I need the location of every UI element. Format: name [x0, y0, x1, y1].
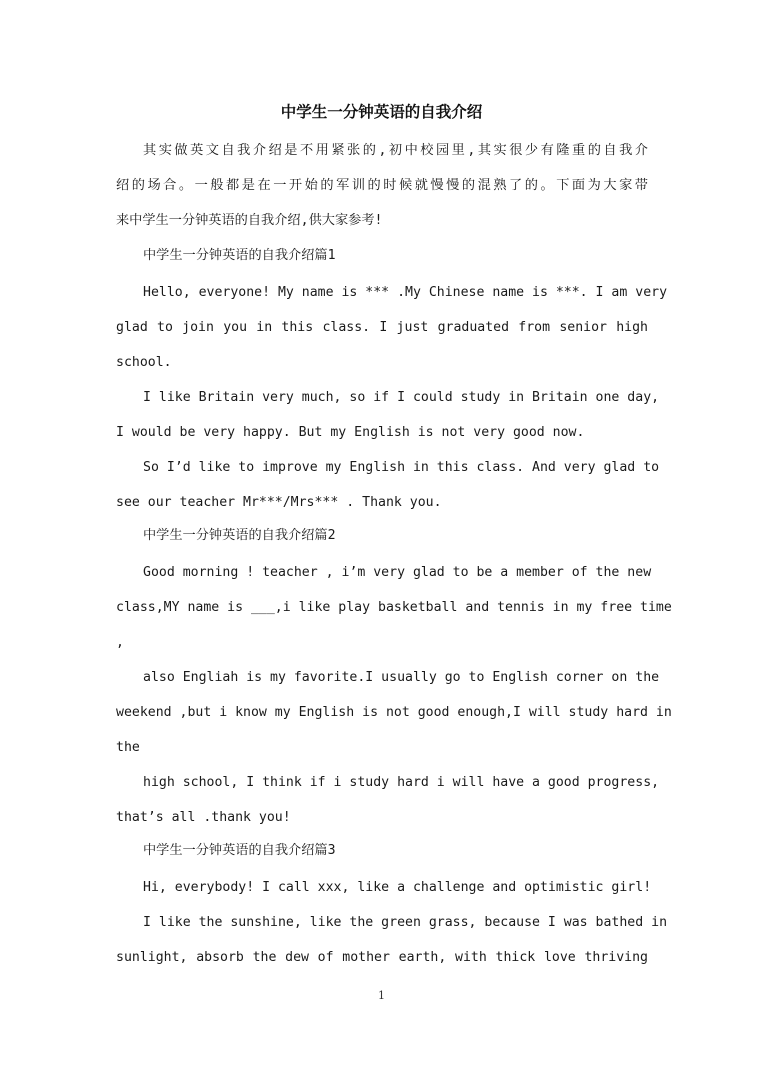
body-line: the — [116, 740, 140, 755]
body-line: Hello, everyone! My name is *** .My Chinese name is ***. I am very — [143, 285, 668, 300]
body-line: , — [116, 635, 124, 650]
body-line: glad to join you in this class. I just graduated from senior high — [116, 320, 648, 335]
section-heading: 中学生一分钟英语的自我介绍篇1 — [143, 248, 336, 263]
section-heading: 中学生一分钟英语的自我介绍篇3 — [143, 843, 336, 858]
page-number: 1 — [378, 989, 385, 1002]
intro-line: 其实做英文自我介绍是不用紧张的,初中校园里,其实很少有隆重的自我介 — [143, 143, 648, 158]
body-line: sunlight, absorb the dew of mother earth, with thick love thriving — [116, 950, 648, 965]
body-line: see our teacher Mr***/Mrs*** . Thank you. — [116, 495, 442, 510]
body-line: I like the sunshine, like the green grass, because I was bathed in — [143, 915, 668, 930]
body-line: that’s all .thank you! — [116, 810, 291, 825]
body-line: So I’d like to improve my English in this class. And very glad to — [143, 460, 660, 475]
body-line: class,MY name is ___,i like play basketball and tennis in my free time — [116, 600, 672, 615]
intro-line: 绍的场合。一般都是在一开始的军训的时候就慢慢的混熟了的。下面为大家带 — [116, 178, 648, 193]
body-line: also Engliah is my favorite.I usually go to English corner on the — [143, 670, 660, 685]
body-line: Good morning ! teacher , i’m very glad to be a member of the new — [143, 565, 652, 580]
body-line: I would be very happy. But my English is not very good now. — [116, 425, 585, 440]
body-line: high school, I think if i study hard i will have a good progress, — [143, 775, 660, 790]
intro-line: 来中学生一分钟英语的自我介绍,供大家参考! — [116, 213, 383, 228]
body-line: weekend ,but i know my English is not good enough,I will study hard in — [116, 705, 672, 720]
section-heading: 中学生一分钟英语的自我介绍篇2 — [143, 528, 336, 543]
page-title: 中学生一分钟英语的自我介绍 — [280, 103, 483, 121]
body-line: school. — [116, 355, 172, 370]
body-line: I like Britain very much, so if I could study in Britain one day, — [143, 390, 660, 405]
body-line: Hi, everybody! I call xxx, like a challenge and optimistic girl! — [143, 880, 652, 895]
